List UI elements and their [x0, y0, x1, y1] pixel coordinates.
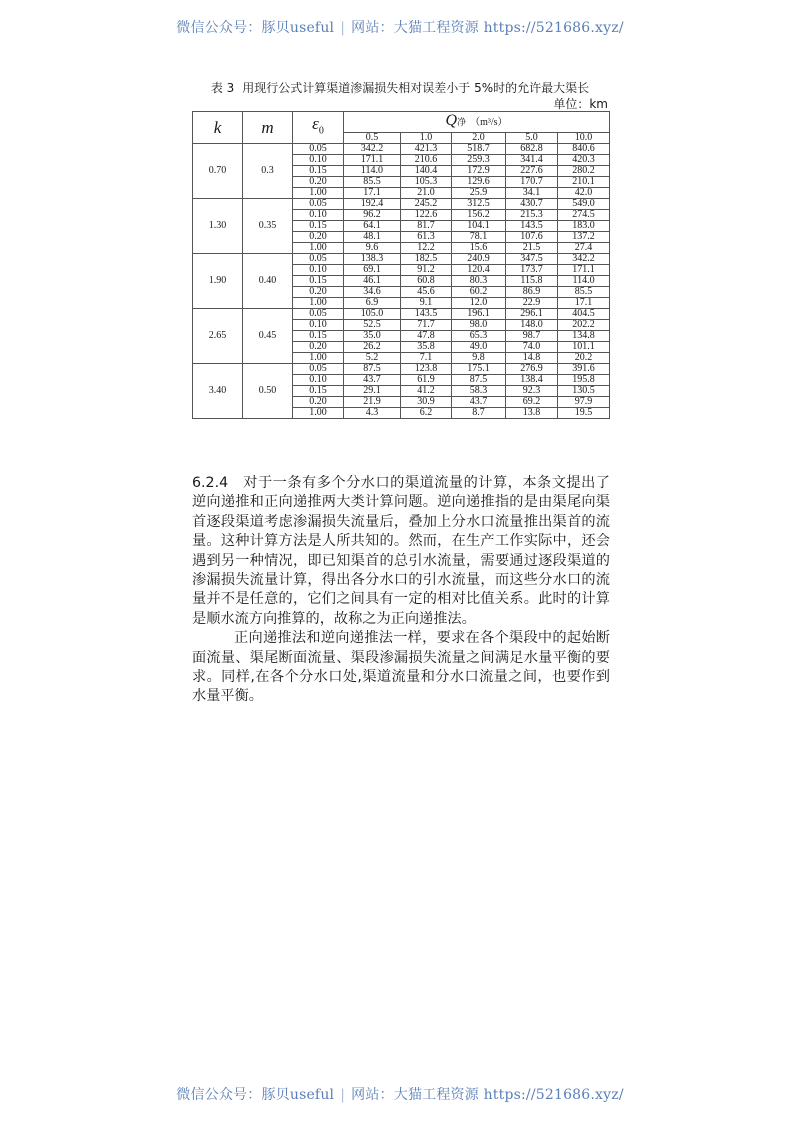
cell-value: 6.2: [401, 408, 452, 419]
cell-value: 104.1: [452, 221, 506, 232]
cell-epsilon: 0.15: [293, 276, 344, 287]
q-column-header: 1.0: [401, 133, 452, 144]
cell-value: 65.3: [452, 331, 506, 342]
cell-value: 114.0: [344, 166, 401, 177]
cell-epsilon: 0.05: [293, 254, 344, 265]
cell-value: 52.5: [344, 320, 401, 331]
cell-value: 143.5: [506, 221, 558, 232]
cell-value: 107.6: [506, 232, 558, 243]
header-q-net: [344, 112, 610, 133]
cell-value: 15.6: [452, 243, 506, 254]
cell-value: 97.9: [558, 397, 610, 408]
watermark-separator: |: [340, 1087, 346, 1103]
watermark-bottom: [0, 1084, 800, 1104]
cell-value: 9.1: [401, 298, 452, 309]
q-column-header: 10.0: [558, 133, 610, 144]
cell-epsilon: 1.00: [293, 298, 344, 309]
cell-value: 49.0: [452, 342, 506, 353]
cell-epsilon: 0.20: [293, 287, 344, 298]
cell-m: 0.45: [243, 309, 293, 364]
cell-value: 245.2: [401, 199, 452, 210]
cell-epsilon: 1.00: [293, 353, 344, 364]
cell-value: 192.4: [344, 199, 401, 210]
watermark-wechat: 微信公众号：豚贝useful: [176, 20, 335, 36]
cell-epsilon: 0.15: [293, 386, 344, 397]
cell-epsilon: 0.10: [293, 320, 344, 331]
q-column-header: 0.5: [344, 133, 401, 144]
cell-value: 129.6: [452, 177, 506, 188]
cell-value: 420.3: [558, 155, 610, 166]
cell-value: 172.9: [452, 166, 506, 177]
header-k: k: [193, 112, 243, 144]
cell-m: 0.40: [243, 254, 293, 309]
cell-value: 98.7: [506, 331, 558, 342]
cell-epsilon: 0.10: [293, 210, 344, 221]
cell-value: 43.7: [344, 375, 401, 386]
cell-k: 3.40: [193, 364, 243, 419]
cell-value: 7.1: [401, 353, 452, 364]
cell-value: 342.2: [558, 254, 610, 265]
cell-value: 17.1: [558, 298, 610, 309]
cell-value: 171.1: [344, 155, 401, 166]
cell-value: 47.8: [401, 331, 452, 342]
cell-value: 61.3: [401, 232, 452, 243]
cell-value: 101.1: [558, 342, 610, 353]
cell-value: 156.2: [452, 210, 506, 221]
cell-value: 210.6: [401, 155, 452, 166]
cell-value: 347.5: [506, 254, 558, 265]
cell-value: 6.9: [344, 298, 401, 309]
cell-epsilon: 0.15: [293, 331, 344, 342]
cell-value: 134.8: [558, 331, 610, 342]
cell-value: 45.6: [401, 287, 452, 298]
body-text: [192, 474, 610, 707]
cell-value: 60.2: [452, 287, 506, 298]
cell-epsilon: 1.00: [293, 408, 344, 419]
cell-epsilon: 0.10: [293, 375, 344, 386]
cell-value: 61.9: [401, 375, 452, 386]
q-subscript: 净: [457, 118, 467, 128]
cell-value: 138.4: [506, 375, 558, 386]
cell-value: 74.0: [506, 342, 558, 353]
cell-epsilon: 0.15: [293, 166, 344, 177]
q-unit: （m³/s）: [470, 117, 508, 128]
cell-k: 1.90: [193, 254, 243, 309]
cell-value: 105.0: [344, 309, 401, 320]
cell-value: 120.4: [452, 265, 506, 276]
cell-value: 312.5: [452, 199, 506, 210]
cell-value: 26.2: [344, 342, 401, 353]
cell-value: 20.2: [558, 353, 610, 364]
cell-value: 35.0: [344, 331, 401, 342]
cell-value: 341.4: [506, 155, 558, 166]
epsilon-symbol: ε: [312, 113, 319, 133]
cell-value: 280.2: [558, 166, 610, 177]
cell-value: 78.1: [452, 232, 506, 243]
cell-value: 12.0: [452, 298, 506, 309]
cell-value: 43.7: [452, 397, 506, 408]
cell-value: 518.7: [452, 144, 506, 155]
cell-value: 21.0: [401, 188, 452, 199]
cell-value: 227.6: [506, 166, 558, 177]
cell-k: 2.65: [193, 309, 243, 364]
cell-value: 274.5: [558, 210, 610, 221]
cell-value: 342.2: [344, 144, 401, 155]
cell-value: 12.2: [401, 243, 452, 254]
cell-value: 130.5: [558, 386, 610, 397]
cell-epsilon: 0.20: [293, 177, 344, 188]
cell-value: 5.2: [344, 353, 401, 364]
cell-value: 173.7: [506, 265, 558, 276]
cell-epsilon: 0.05: [293, 309, 344, 320]
cell-value: 92.3: [506, 386, 558, 397]
header-epsilon: [293, 112, 344, 144]
cell-value: 4.3: [344, 408, 401, 419]
table-row: [193, 364, 610, 375]
cell-value: 71.7: [401, 320, 452, 331]
table-row: [193, 309, 610, 320]
cell-value: 549.0: [558, 199, 610, 210]
cell-value: 391.6: [558, 364, 610, 375]
cell-value: 98.0: [452, 320, 506, 331]
cell-value: 682.8: [506, 144, 558, 155]
cell-value: 85.5: [344, 177, 401, 188]
cell-value: 175.1: [452, 364, 506, 375]
cell-value: 41.2: [401, 386, 452, 397]
cell-value: 171.1: [558, 265, 610, 276]
cell-value: 9.6: [344, 243, 401, 254]
cell-value: 210.1: [558, 177, 610, 188]
cell-value: 114.0: [558, 276, 610, 287]
cell-value: 9.8: [452, 353, 506, 364]
table-row: [193, 254, 610, 265]
cell-value: 27.4: [558, 243, 610, 254]
cell-value: 30.9: [401, 397, 452, 408]
cell-value: 296.1: [506, 309, 558, 320]
cell-epsilon: 0.20: [293, 342, 344, 353]
cell-value: 91.2: [401, 265, 452, 276]
cell-value: 123.8: [401, 364, 452, 375]
watermark-website: 网站：大猫工程资源 https://521686.xyz/: [351, 1087, 624, 1103]
data-table: [192, 111, 610, 419]
cell-value: 80.3: [452, 276, 506, 287]
cell-epsilon: 0.10: [293, 265, 344, 276]
cell-value: 86.9: [506, 287, 558, 298]
cell-value: 182.5: [401, 254, 452, 265]
cell-value: 69.1: [344, 265, 401, 276]
cell-value: 137.2: [558, 232, 610, 243]
cell-value: 404.5: [558, 309, 610, 320]
cell-value: 195.8: [558, 375, 610, 386]
table-row: [193, 199, 610, 210]
cell-epsilon: 0.05: [293, 199, 344, 210]
cell-epsilon: 1.00: [293, 243, 344, 254]
cell-value: 96.2: [344, 210, 401, 221]
cell-value: 21.9: [344, 397, 401, 408]
cell-value: 64.1: [344, 221, 401, 232]
cell-value: 81.7: [401, 221, 452, 232]
cell-epsilon: 0.20: [293, 397, 344, 408]
paragraph-1: 6.2.4 对于一条有多个分水口的渠道流量的计算，本条文提出了逆向递推和正向递推两大类计算问题。逆向递推指的是由渠尾向渠首逐段渠道考虑渗漏损失流量后，叠加上分水口流量推出渠首的流量。这种计算方法是人所共知的。然而，在生产工作实际中，还会遇到另一种情况，即已知渠首的总引水流量，需要通过逐段渠道的渗漏损失流量计算，得出各分水口的引水流量，而这些分水口的流量并不是任意的，它们之间具有一定的相对比值关系。此时的计算是顺水流方向推算的，故称之为正向递推法。: [192, 475, 610, 627]
cell-value: 140.4: [401, 166, 452, 177]
cell-value: 170.7: [506, 177, 558, 188]
cell-value: 14.8: [506, 353, 558, 364]
table-title: 用现行公式计算渠道渗漏损失相对误差小于 5%时的允许最大渠长: [242, 81, 590, 95]
cell-m: 0.3: [243, 144, 293, 199]
cell-value: 25.9: [452, 188, 506, 199]
cell-value: 122.6: [401, 210, 452, 221]
table-number: 表 3: [210, 81, 235, 95]
cell-value: 34.6: [344, 287, 401, 298]
cell-k: 0.70: [193, 144, 243, 199]
cell-value: 35.8: [401, 342, 452, 353]
q-symbol: Q: [445, 112, 458, 129]
cell-value: 29.1: [344, 386, 401, 397]
table-caption: [190, 79, 610, 96]
cell-value: 60.8: [401, 276, 452, 287]
table-body: [193, 144, 610, 419]
cell-value: 105.3: [401, 177, 452, 188]
cell-value: 13.8: [506, 408, 558, 419]
table-unit: 单位：km: [553, 97, 608, 111]
cell-value: 19.5: [558, 408, 610, 419]
q-column-header: 2.0: [452, 133, 506, 144]
paragraph-2: 正向递推法和逆向递推法一样，要求在各个渠段中的起始断面流量、渠尾断面流量、渠段渗漏损失流量之间满足水量平衡的要求。同样,在各个分水口处,渠道流量和分水口流量之间，也要作到水量平衡。: [192, 630, 610, 705]
cell-value: 48.1: [344, 232, 401, 243]
cell-value: 87.5: [452, 375, 506, 386]
cell-value: 276.9: [506, 364, 558, 375]
epsilon-subscript: 0: [318, 125, 324, 137]
watermark-top: [0, 17, 800, 37]
cell-m: 0.50: [243, 364, 293, 419]
watermark-wechat: 微信公众号：豚贝useful: [176, 1087, 335, 1103]
cell-epsilon: 0.15: [293, 221, 344, 232]
cell-epsilon: 0.20: [293, 232, 344, 243]
cell-value: 430.7: [506, 199, 558, 210]
cell-value: 196.1: [452, 309, 506, 320]
cell-value: 17.1: [344, 188, 401, 199]
cell-value: 183.0: [558, 221, 610, 232]
cell-value: 143.5: [401, 309, 452, 320]
cell-epsilon: 0.10: [293, 155, 344, 166]
cell-value: 148.0: [506, 320, 558, 331]
cell-value: 115.8: [506, 276, 558, 287]
table-row: [193, 144, 610, 155]
cell-value: 840.6: [558, 144, 610, 155]
cell-value: 21.5: [506, 243, 558, 254]
cell-epsilon: 0.05: [293, 364, 344, 375]
cell-value: 22.9: [506, 298, 558, 309]
cell-value: 58.3: [452, 386, 506, 397]
cell-epsilon: 0.05: [293, 144, 344, 155]
cell-value: 69.2: [506, 397, 558, 408]
cell-m: 0.35: [243, 199, 293, 254]
cell-value: 138.3: [344, 254, 401, 265]
cell-value: 87.5: [344, 364, 401, 375]
cell-value: 85.5: [558, 287, 610, 298]
header-m: m: [243, 112, 293, 144]
cell-value: 259.3: [452, 155, 506, 166]
cell-value: 46.1: [344, 276, 401, 287]
cell-value: 421.3: [401, 144, 452, 155]
cell-value: 34.1: [506, 188, 558, 199]
cell-value: 42.0: [558, 188, 610, 199]
cell-value: 215.3: [506, 210, 558, 221]
cell-value: 240.9: [452, 254, 506, 265]
cell-value: 202.2: [558, 320, 610, 331]
watermark-website: 网站：大猫工程资源 https://521686.xyz/: [351, 20, 624, 36]
watermark-separator: |: [340, 20, 346, 36]
cell-k: 1.30: [193, 199, 243, 254]
cell-epsilon: 1.00: [293, 188, 344, 199]
q-column-header: 5.0: [506, 133, 558, 144]
cell-value: 8.7: [452, 408, 506, 419]
